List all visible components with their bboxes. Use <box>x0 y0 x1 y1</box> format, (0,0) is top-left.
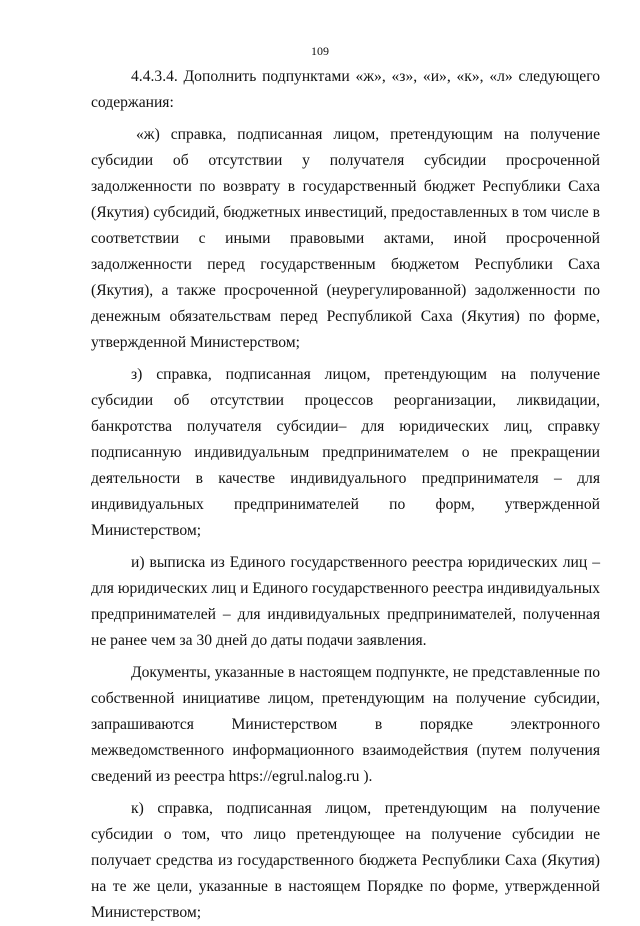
paragraph-subitem-k: к) справка, подписанная лицом, претендующим на получение субсидии о том, что лицо претендующее на получение субсидии не получает средства из государственного бюджета Республики Саха (Якутия) на те же цели, указанные в настоящем Порядке по форме, утвержденной Министерством; <box>91 800 600 921</box>
paragraph-subitem-zh: «ж) справка, подписанная лицом, претендующим на получение субсидии об отсутствии у получателя субсидии просроченной задолженности по возврату в государственный бюджет Республики Саха (Якутия) субсидий, бюджетных инвестиций, предоставленных в том числе в соответствии с иными правовыми актами, иной просроченной задолженности перед государственным бюджетом Республики Саха (Якутия), а также просроченной (неурегулированной) задолженности по денежным обязательствам перед Республикой Саха (Якутия) по форме, утвержденной Министерством; <box>91 126 600 351</box>
page-number: 109 <box>311 44 329 58</box>
paragraph-section-heading: 4.4.3.4. Дополнить подпунктами «ж», «з», «и», «к», «л» следующего содержания: <box>91 68 600 111</box>
paragraph-documents-note: Документы, указанные в настоящем подпункте, не представленные по собственной инициативе лицом, претендующим на получение субсидии, запрашиваются Министерством в порядке электронного межведомственного информационного взаимодействия (путем получения сведений из реестра https://egrul.nalog.ru ). <box>91 664 600 785</box>
document-body <box>91 64 600 926</box>
paragraph-subitem-i: и) выписка из Единого государственного реестра юридических лиц – для юридических лиц и Единого государственного реестра индивидуальных предпринимателей – для индивидуальных предпринимателей, полученная не ранее чем за 30 дней до даты подачи заявления. <box>91 554 600 649</box>
paragraph-subitem-z: з) справка, подписанная лицом, претендующим на получение субсидии об отсутствии процессов реорганизации, ликвидации, банкротства получателя субсидии– для юридических лиц, справку подписанную индивидуальным предпринимателем о не прекращении деятельности в качестве индивидуального предпринимателя – для индивидуальных предпринимателей по форм, утвержденной Министерством; <box>91 366 600 539</box>
